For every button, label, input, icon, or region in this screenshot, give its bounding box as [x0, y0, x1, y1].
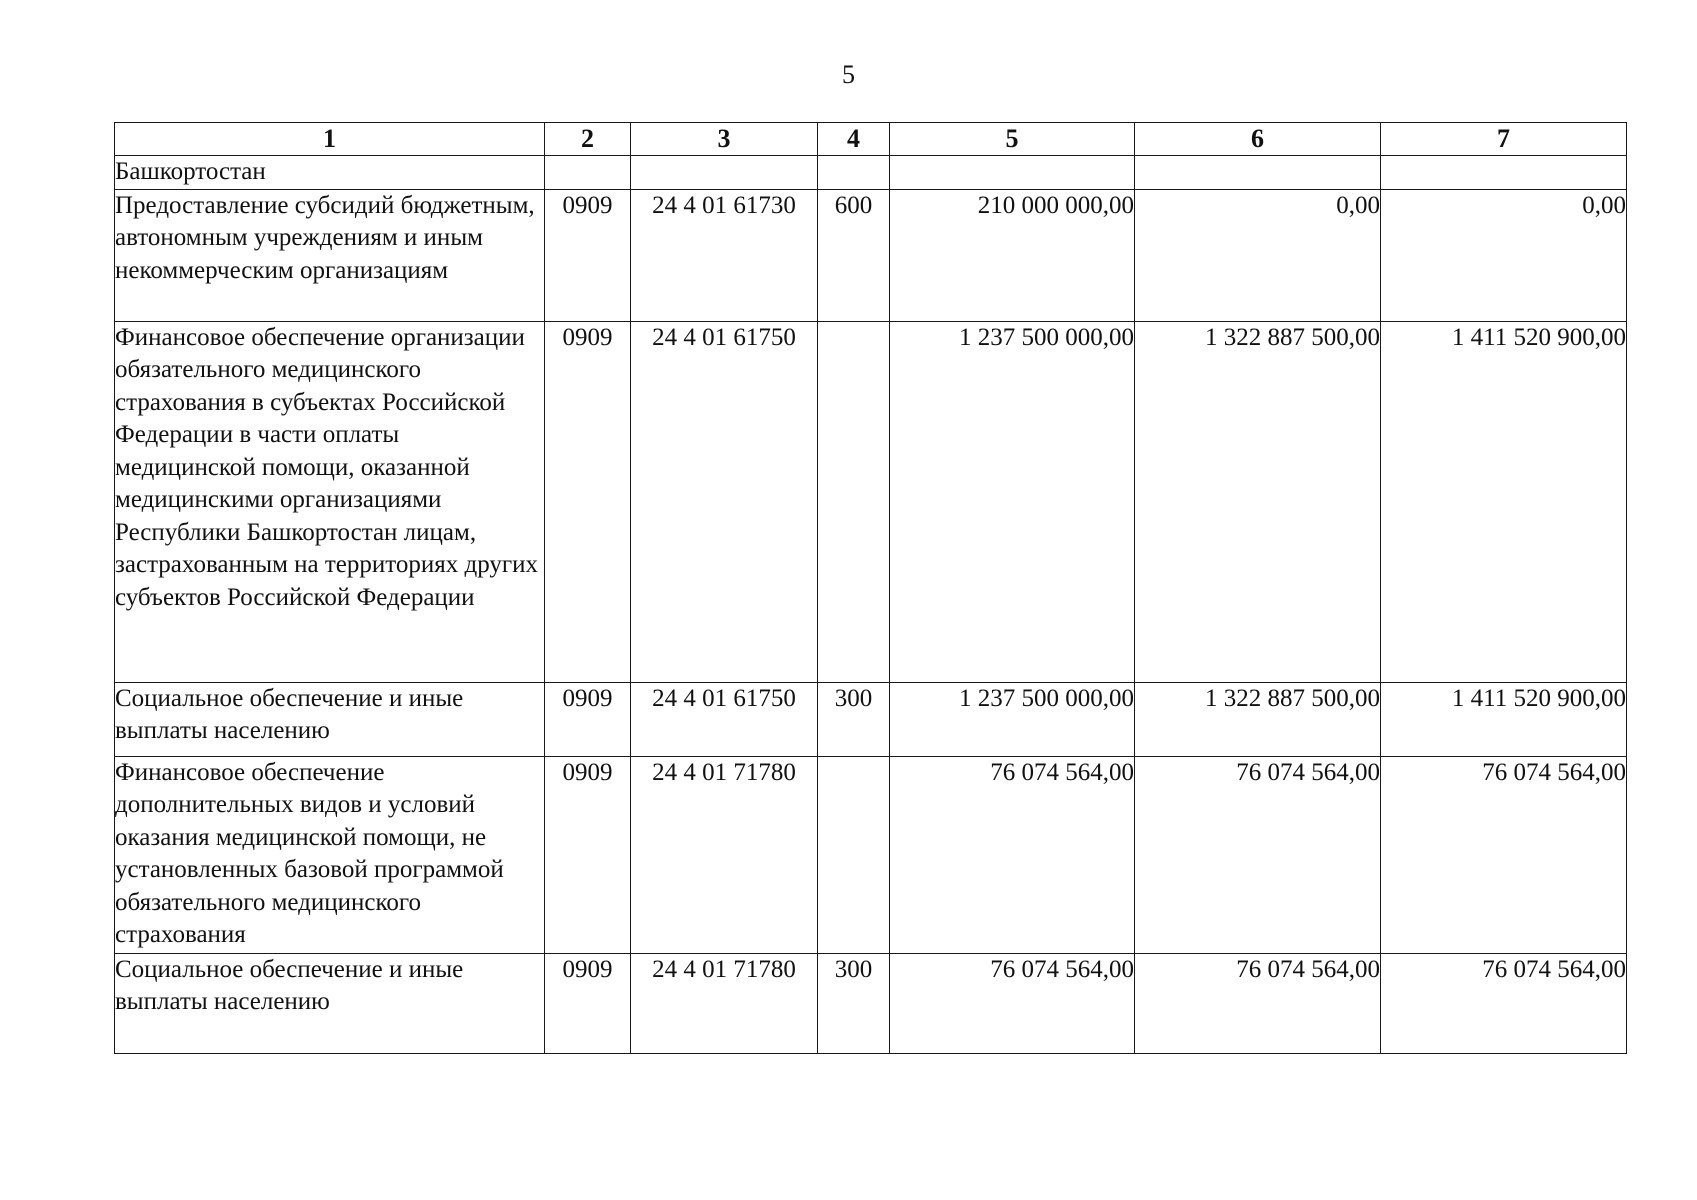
section-code: 0909 [545, 756, 631, 953]
target-code [631, 156, 818, 190]
page-number: 5 [842, 60, 855, 89]
column-header: 5 [890, 123, 1135, 156]
expense-type-code [818, 321, 890, 682]
amount-year-3 [1381, 156, 1627, 190]
amount-year-1 [890, 156, 1135, 190]
target-code: 24 4 01 61750 [631, 321, 818, 682]
section-code: 0909 [545, 953, 631, 1053]
expense-type-code: 600 [818, 189, 890, 321]
amount-year-2: 76 074 564,00 [1135, 756, 1381, 953]
amount-year-2: 0,00 [1135, 189, 1381, 321]
table-row [115, 682, 1627, 756]
row-name: Финансовое обеспечение дополнительных видов и условий оказания медицинской помощи, не установленных базовой программой обязательного медицинского страхования [115, 756, 545, 953]
amount-year-2: 1 322 887 500,00 [1135, 682, 1381, 756]
amount-year-3: 76 074 564,00 [1381, 756, 1627, 953]
amount-year-2: 76 074 564,00 [1135, 953, 1381, 1053]
section-code: 0909 [545, 321, 631, 682]
section-code: 0909 [545, 682, 631, 756]
row-name: Социальное обеспечение и иные выплаты населению [115, 682, 545, 756]
amount-year-1: 76 074 564,00 [890, 953, 1135, 1053]
target-code: 24 4 01 61750 [631, 682, 818, 756]
amount-year-1: 1 237 500 000,00 [890, 682, 1135, 756]
section-code [545, 156, 631, 190]
target-code: 24 4 01 61730 [631, 189, 818, 321]
table-row [115, 953, 1627, 1053]
table-row [115, 321, 1627, 682]
row-name: Башкортостан [115, 156, 545, 190]
table-row [115, 756, 1627, 953]
header-row [115, 123, 1627, 156]
expense-type-code: 300 [818, 953, 890, 1053]
amount-year-2: 1 322 887 500,00 [1135, 321, 1381, 682]
budget-table [114, 122, 1627, 1054]
amount-year-3: 76 074 564,00 [1381, 953, 1627, 1053]
amount-year-2 [1135, 156, 1381, 190]
row-name: Социальное обеспечение и иные выплаты населению [115, 953, 545, 1053]
table-row [115, 189, 1627, 321]
column-header: 7 [1381, 123, 1627, 156]
column-header: 3 [631, 123, 818, 156]
column-header: 6 [1135, 123, 1381, 156]
target-code: 24 4 01 71780 [631, 953, 818, 1053]
column-header: 1 [115, 123, 545, 156]
expense-type-code [818, 156, 890, 190]
expense-type-code [818, 756, 890, 953]
amount-year-1: 76 074 564,00 [890, 756, 1135, 953]
column-header: 4 [818, 123, 890, 156]
row-name: Предоставление субсидий бюджетным, автономным учреждениям и иным некоммерческим организациям [115, 189, 545, 321]
section-code: 0909 [545, 189, 631, 321]
amount-year-3: 1 411 520 900,00 [1381, 321, 1627, 682]
column-header: 2 [545, 123, 631, 156]
amount-year-1: 210 000 000,00 [890, 189, 1135, 321]
amount-year-3: 0,00 [1381, 189, 1627, 321]
target-code: 24 4 01 71780 [631, 756, 818, 953]
amount-year-1: 1 237 500 000,00 [890, 321, 1135, 682]
table-row [115, 156, 1627, 190]
amount-year-3: 1 411 520 900,00 [1381, 682, 1627, 756]
expense-type-code: 300 [818, 682, 890, 756]
row-name: Финансовое обеспечение организации обязательного медицинского страхования в субъектах Российской Федерации в части оплаты медицинской помощи, оказанной медицинскими организациями Республики Башкортостан лицам, застрахованным на территориях других субъектов Российской Федерации [115, 321, 545, 682]
